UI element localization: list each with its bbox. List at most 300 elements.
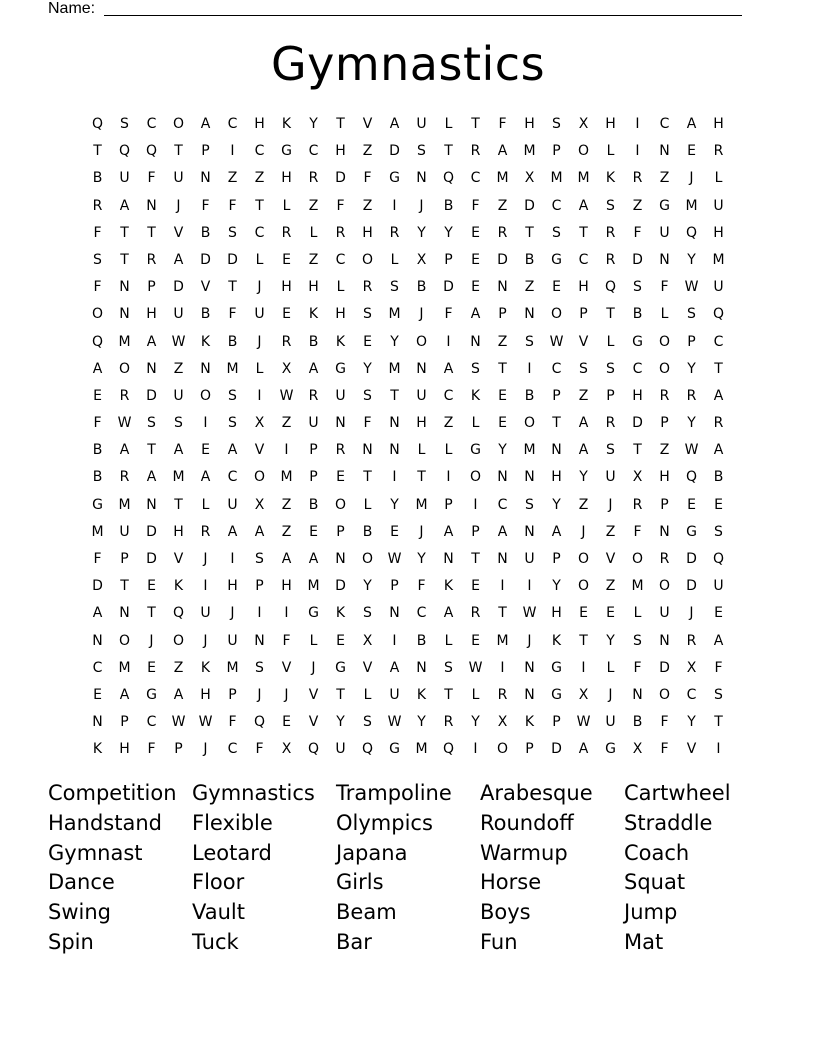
- grid-letter: S: [633, 632, 642, 649]
- grid-letter: M: [118, 659, 131, 676]
- word-list-item: Gymnastics: [192, 781, 315, 805]
- grid-letter: T: [147, 442, 156, 459]
- grid-letter: O: [415, 333, 428, 350]
- grid-letter: S: [228, 415, 237, 432]
- grid-letter: S: [363, 387, 372, 404]
- grid-letter: G: [389, 170, 400, 187]
- grid-letter: Y: [498, 442, 507, 459]
- word-list-item: Girls: [336, 870, 384, 895]
- grid-letter: Y: [417, 551, 426, 567]
- grid-letter: O: [496, 741, 509, 758]
- grid-letter: F: [228, 197, 237, 214]
- grid-letter: U: [254, 306, 265, 323]
- word-list-item: Horse: [480, 870, 542, 895]
- grid-letter: H: [578, 279, 589, 296]
- grid-letter: T: [552, 415, 561, 432]
- grid-letter: T: [471, 551, 480, 567]
- grid-letter: T: [579, 632, 588, 649]
- grid-letter: A: [578, 442, 589, 459]
- grid-letter: C: [416, 605, 427, 622]
- grid-letter: O: [658, 360, 671, 377]
- word-list-item: Dance: [48, 870, 115, 895]
- grid-letter: L: [201, 496, 210, 513]
- grid-letter: T: [633, 442, 642, 459]
- grid-letter: D: [335, 578, 346, 595]
- grid-letter: K: [200, 333, 211, 350]
- grid-letter: M: [712, 251, 725, 268]
- grid-letter: H: [524, 116, 535, 132]
- grid-letter: I: [500, 659, 505, 676]
- grid-letter: E: [336, 469, 345, 486]
- grid-letter: L: [255, 360, 264, 377]
- grid-letter: G: [146, 686, 157, 703]
- grid-letter: T: [417, 469, 426, 486]
- grid-letter: P: [552, 143, 561, 160]
- grid-letter: H: [281, 279, 292, 296]
- grid-letter: Z: [578, 496, 589, 513]
- grid-letter: U: [335, 387, 346, 404]
- grid-letter: M: [415, 741, 428, 758]
- grid-letter: J: [419, 523, 424, 540]
- grid-letter: I: [392, 197, 397, 214]
- word-list-item: Squat: [624, 870, 686, 895]
- grid-letter: R: [659, 387, 670, 404]
- grid-letter: C: [227, 469, 238, 486]
- grid-letter: B: [200, 224, 211, 241]
- grid-letter: Y: [336, 714, 345, 731]
- grid-letter: U: [416, 387, 427, 404]
- grid-letter: P: [552, 714, 561, 731]
- grid-letter: J: [176, 197, 181, 214]
- grid-letter: A: [92, 605, 103, 622]
- grid-letter: J: [689, 170, 694, 187]
- grid-letter: I: [527, 360, 532, 377]
- grid-letter: D: [335, 170, 346, 187]
- grid-letter: N: [254, 632, 265, 649]
- grid-letter: J: [257, 279, 262, 296]
- grid-letter: K: [470, 387, 481, 404]
- grid-letter: I: [446, 469, 451, 486]
- grid-letter: J: [689, 605, 694, 622]
- grid-letter: Z: [173, 659, 184, 676]
- grid-letter: T: [498, 605, 507, 622]
- grid-letter: M: [415, 496, 428, 513]
- grid-letter: Z: [497, 197, 508, 214]
- grid-letter: B: [416, 279, 427, 296]
- word-list-item: Jump: [624, 900, 678, 925]
- grid-letter: R: [686, 632, 697, 649]
- grid-letter: C: [335, 251, 346, 268]
- grid-letter: C: [632, 360, 643, 377]
- grid-letter: O: [658, 578, 671, 595]
- grid-letter: Q: [307, 741, 320, 758]
- grid-letter: N: [119, 306, 130, 323]
- grid-letter: E: [282, 251, 291, 268]
- grid-letter: G: [470, 442, 481, 459]
- grid-letter: Z: [308, 197, 319, 214]
- grid-letter: V: [173, 224, 184, 241]
- grid-letter: J: [257, 686, 262, 703]
- grid-letter: T: [363, 469, 372, 486]
- grid-letter: F: [660, 279, 669, 296]
- grid-letter: B: [308, 496, 319, 513]
- grid-letter: A: [200, 116, 211, 132]
- name-underline: [104, 15, 742, 16]
- grid-letter: Q: [604, 279, 617, 296]
- word-list-item: Bar: [336, 929, 372, 954]
- grid-letter: Z: [659, 170, 670, 187]
- grid-letter: Y: [444, 224, 453, 241]
- grid-letter: Z: [362, 197, 373, 214]
- grid-letter: V: [362, 659, 373, 676]
- grid-letter: X: [254, 496, 265, 513]
- grid-letter: F: [201, 197, 210, 214]
- grid-letter: Y: [309, 116, 318, 132]
- grid-letter: R: [497, 224, 508, 241]
- grid-letter: L: [309, 224, 318, 241]
- grid-letter: L: [471, 415, 480, 432]
- grid-letter: I: [203, 578, 208, 595]
- grid-letter: X: [686, 659, 697, 676]
- grid-letter: E: [363, 333, 372, 350]
- grid-letter: G: [605, 741, 616, 758]
- grid-row: [84, 111, 732, 138]
- grid-letter: A: [578, 197, 589, 214]
- grid-letter: C: [227, 741, 238, 758]
- grid-letter: N: [92, 632, 103, 649]
- grid-letter: M: [388, 306, 401, 323]
- grid-letter: I: [473, 496, 478, 513]
- grid-letter: E: [201, 442, 210, 459]
- grid-letter: N: [200, 170, 211, 187]
- word-list-item: Japana: [336, 840, 408, 865]
- grid-letter: P: [120, 551, 129, 567]
- grid-letter: G: [686, 523, 697, 540]
- grid-letter: N: [659, 523, 670, 540]
- grid-letter: D: [146, 551, 157, 567]
- grid-letter: T: [444, 686, 453, 703]
- grid-letter: R: [308, 387, 319, 404]
- grid-letter: O: [577, 143, 590, 160]
- grid-letter: R: [389, 224, 400, 241]
- word-list-item: Floor: [192, 870, 245, 895]
- grid-letter: W: [576, 714, 591, 731]
- grid-letter: P: [552, 387, 561, 404]
- grid-letter: Q: [172, 605, 185, 622]
- word-list-item: Coach: [624, 840, 690, 865]
- grid-letter: O: [253, 469, 266, 486]
- grid-letter: U: [173, 387, 184, 404]
- grid-letter: E: [93, 387, 102, 404]
- grid-letter: A: [92, 360, 103, 377]
- grid-letter: M: [577, 170, 590, 187]
- grid-letter: F: [633, 224, 642, 241]
- grid-letter: K: [335, 333, 346, 350]
- grid-row: [84, 492, 732, 519]
- grid-letter: A: [173, 686, 184, 703]
- grid-letter: S: [471, 360, 480, 377]
- grid-letter: V: [281, 659, 292, 676]
- grid-letter: G: [335, 360, 346, 377]
- grid-letter: F: [255, 741, 264, 758]
- grid-letter: N: [524, 523, 535, 540]
- grid-letter: X: [281, 360, 292, 377]
- grid-letter: D: [632, 415, 643, 432]
- grid-letter: K: [605, 170, 616, 187]
- grid-row: [84, 736, 732, 763]
- grid-letter: S: [525, 496, 534, 513]
- grid-letter: L: [336, 279, 345, 296]
- grid-letter: I: [500, 578, 505, 595]
- grid-letter: J: [149, 632, 154, 649]
- grid-letter: O: [199, 387, 212, 404]
- grid-letter: Q: [91, 116, 104, 132]
- grid-letter: T: [714, 360, 723, 377]
- grid-letter: Y: [552, 578, 561, 595]
- grid-letter: Y: [687, 415, 696, 432]
- grid-letter: J: [419, 306, 424, 323]
- grid-letter: U: [659, 224, 670, 241]
- grid-letter: C: [308, 143, 319, 160]
- grid-letter: E: [309, 523, 318, 540]
- grid-letter: Q: [712, 551, 725, 567]
- grid-letter: E: [390, 523, 399, 540]
- grid-letter: N: [200, 360, 211, 377]
- grid-letter: T: [714, 714, 723, 731]
- grid-letter: H: [281, 578, 292, 595]
- grid-letter: D: [686, 578, 697, 595]
- grid-letter: K: [92, 741, 103, 758]
- word-list-item: Straddle: [624, 810, 713, 835]
- grid-letter: E: [282, 714, 291, 731]
- grid-letter: P: [525, 741, 534, 758]
- grid-row: [84, 193, 732, 220]
- grid-letter: U: [335, 741, 346, 758]
- grid-letter: N: [92, 714, 103, 731]
- grid-letter: I: [581, 659, 586, 676]
- grid-letter: H: [713, 116, 724, 132]
- grid-letter: U: [416, 116, 427, 132]
- grid-letter: H: [362, 224, 373, 241]
- grid-letter: I: [473, 741, 478, 758]
- grid-letter: S: [579, 360, 588, 377]
- grid-letter: D: [200, 251, 211, 268]
- grid-letter: P: [201, 143, 210, 160]
- grid-row: [84, 709, 732, 736]
- grid-letter: Q: [712, 306, 725, 323]
- grid-letter: R: [632, 170, 643, 187]
- grid-letter: F: [93, 224, 102, 241]
- grid-letter: P: [255, 578, 264, 595]
- grid-letter: Y: [687, 714, 696, 731]
- grid-letter: C: [470, 170, 481, 187]
- word-list-item: Leotard: [192, 840, 272, 865]
- grid-letter: N: [524, 306, 535, 323]
- grid-letter: O: [658, 686, 671, 703]
- grid-letter: U: [227, 496, 238, 513]
- grid-letter: P: [660, 496, 669, 513]
- grid-letter: S: [444, 659, 453, 676]
- grid-letter: K: [173, 578, 184, 595]
- grid-letter: O: [523, 415, 536, 432]
- grid-letter: L: [606, 333, 615, 350]
- grid-letter: M: [523, 442, 536, 459]
- grid-letter: T: [228, 279, 237, 296]
- grid-letter: M: [685, 197, 698, 214]
- grid-letter: Y: [687, 251, 696, 268]
- grid-letter: R: [659, 551, 670, 567]
- grid-letter: H: [632, 387, 643, 404]
- grid-letter: S: [714, 523, 723, 540]
- grid-letter: N: [524, 469, 535, 486]
- grid-letter: H: [254, 116, 265, 132]
- grid-letter: T: [336, 686, 345, 703]
- grid-letter: U: [524, 551, 535, 567]
- grid-letter: R: [119, 469, 130, 486]
- grid-letter: A: [173, 251, 184, 268]
- grid-letter: E: [471, 224, 480, 241]
- grid-letter: T: [174, 496, 183, 513]
- grid-letter: J: [203, 741, 208, 758]
- grid-row: [84, 628, 732, 655]
- grid-letter: O: [361, 251, 374, 268]
- grid-letter: I: [392, 632, 397, 649]
- grid-letter: C: [686, 686, 697, 703]
- grid-row: [84, 356, 732, 383]
- grid-letter: N: [389, 415, 400, 432]
- grid-letter: I: [284, 605, 289, 622]
- grid-letter: T: [174, 143, 183, 160]
- grid-letter: F: [93, 279, 102, 296]
- grid-row: [84, 519, 732, 546]
- grid-letter: T: [498, 360, 507, 377]
- grid-letter: M: [388, 360, 401, 377]
- grid-letter: H: [119, 741, 130, 758]
- grid-letter: I: [230, 143, 235, 160]
- grid-letter: P: [687, 333, 696, 350]
- grid-letter: H: [308, 279, 319, 296]
- grid-letter: E: [606, 605, 615, 622]
- grid-letter: M: [523, 143, 536, 160]
- grid-row: [84, 464, 732, 491]
- grid-letter: D: [389, 143, 400, 160]
- grid-letter: T: [120, 578, 129, 595]
- grid-letter: Y: [606, 632, 615, 649]
- grid-letter: O: [658, 333, 671, 350]
- grid-letter: N: [119, 605, 130, 622]
- grid-letter: A: [146, 469, 157, 486]
- grid-letter: P: [390, 578, 399, 595]
- grid-letter: R: [605, 415, 616, 432]
- grid-letter: H: [146, 306, 157, 323]
- grid-letter: P: [471, 523, 480, 540]
- grid-letter: C: [443, 387, 454, 404]
- grid-letter: I: [635, 116, 640, 132]
- grid-letter: F: [228, 714, 237, 731]
- grid-row: [84, 410, 732, 437]
- grid-letter: L: [390, 251, 399, 268]
- grid-letter: O: [118, 360, 131, 377]
- grid-letter: N: [335, 415, 346, 432]
- grid-letter: J: [230, 605, 235, 622]
- grid-letter: U: [200, 605, 211, 622]
- grid-letter: D: [146, 387, 157, 404]
- grid-letter: A: [119, 442, 130, 459]
- grid-letter: O: [631, 551, 644, 567]
- grid-letter: H: [335, 306, 346, 323]
- grid-letter: T: [120, 224, 129, 241]
- grid-letter: K: [335, 605, 346, 622]
- grid-letter: B: [416, 632, 427, 649]
- name-label: Name:: [48, 0, 96, 17]
- grid-letter: R: [92, 197, 103, 214]
- grid-letter: W: [171, 333, 186, 350]
- grid-letter: U: [389, 686, 400, 703]
- grid-letter: H: [335, 143, 346, 160]
- grid-letter: E: [471, 251, 480, 268]
- grid-letter: N: [551, 442, 562, 459]
- grid-letter: O: [469, 469, 482, 486]
- grid-letter: F: [498, 116, 507, 132]
- grid-letter: W: [549, 333, 564, 350]
- grid-letter: A: [713, 387, 724, 404]
- grid-letter: Q: [685, 224, 698, 241]
- grid-letter: J: [608, 496, 613, 513]
- grid-letter: B: [524, 387, 535, 404]
- grid-letter: V: [362, 116, 373, 132]
- grid-letter: F: [471, 197, 480, 214]
- grid-letter: D: [92, 578, 103, 595]
- grid-letter: K: [281, 116, 292, 132]
- grid-letter: F: [93, 415, 102, 432]
- grid-letter: D: [659, 659, 670, 676]
- grid-letter: M: [496, 170, 509, 187]
- grid-letter: F: [633, 523, 642, 540]
- grid-letter: U: [308, 415, 319, 432]
- grid-letter: R: [146, 251, 157, 268]
- grid-letter: D: [227, 251, 238, 268]
- word-list-item: Swing: [48, 900, 111, 925]
- grid-letter: X: [362, 632, 373, 649]
- grid-letter: I: [527, 578, 532, 595]
- grid-letter: P: [606, 387, 615, 404]
- grid-letter: T: [390, 387, 399, 404]
- word-list-item: Olympics: [336, 810, 433, 835]
- grid-row: [84, 655, 732, 682]
- grid-letter: H: [416, 415, 427, 432]
- grid-letter: S: [633, 279, 642, 296]
- grid-letter: Y: [390, 496, 399, 513]
- grid-letter: W: [279, 387, 294, 404]
- grid-letter: E: [282, 306, 291, 323]
- grid-row: [84, 274, 732, 301]
- grid-letter: C: [578, 251, 589, 268]
- word-list-item: Gymnast: [48, 840, 143, 865]
- grid-letter: C: [659, 116, 670, 132]
- grid-letter: T: [525, 224, 534, 241]
- word-list: [48, 779, 768, 958]
- grid-letter: S: [417, 143, 426, 160]
- grid-letter: S: [390, 279, 399, 296]
- grid-letter: O: [172, 632, 185, 649]
- grid-letter: R: [605, 251, 616, 268]
- grid-letter: O: [118, 632, 131, 649]
- grid-letter: S: [93, 251, 102, 268]
- grid-letter: K: [551, 632, 562, 649]
- grid-letter: O: [577, 578, 590, 595]
- grid-letter: R: [713, 415, 724, 432]
- grid-letter: E: [687, 143, 696, 160]
